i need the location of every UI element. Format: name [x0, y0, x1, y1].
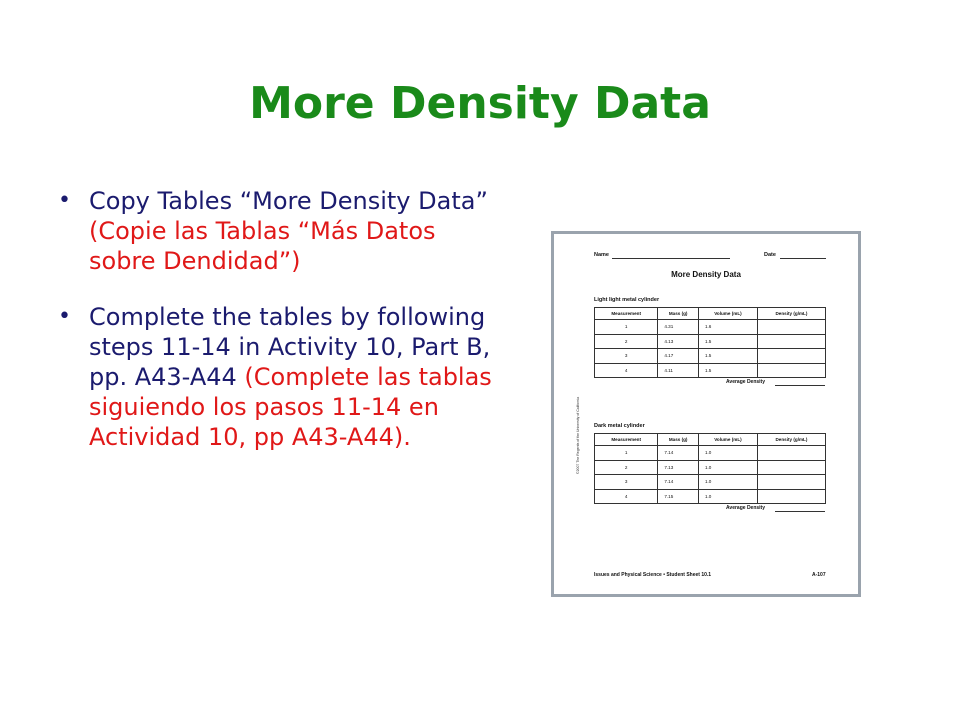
cell-density	[757, 320, 825, 335]
table2-caption: Dark metal cylinder	[594, 423, 645, 429]
name-label: Name	[594, 252, 609, 258]
average-density-label: Average Density	[726, 505, 765, 511]
cell-measurement: 1	[595, 446, 658, 461]
cell-density	[757, 363, 825, 378]
cell-measurement: 4	[595, 489, 658, 504]
cell-density	[757, 460, 825, 475]
table-row	[595, 446, 826, 461]
header-mass: Mass (g)	[658, 434, 699, 446]
table-header-row	[595, 434, 826, 446]
average-density-line	[775, 511, 825, 512]
student-sheet-image	[551, 231, 861, 597]
light-cylinder-table	[594, 307, 826, 378]
bullet-icon: •	[58, 188, 71, 213]
cell-density	[757, 475, 825, 490]
name-line	[612, 258, 730, 259]
header-mass: Mass (g)	[658, 308, 699, 320]
bullet-text-spanish: (Complete las tablas siguiendo los pasos 11-14 en Actividad 10, pp A43-A44).	[89, 363, 492, 451]
table-row	[595, 489, 826, 504]
slide-title: More Density Data	[249, 78, 711, 129]
cell-volume: 1.0	[698, 460, 757, 475]
bullet-text-spanish: (Copie las Tablas “Más Datos sobre Dendidad”)	[89, 217, 436, 275]
header-volume: Volume (mL)	[698, 308, 757, 320]
cell-measurement: 2	[595, 460, 658, 475]
bullet-text-english: Copy Tables “More Density Data”	[89, 187, 488, 215]
sheet-title: More Density Data	[671, 270, 741, 279]
cell-volume: 1.5	[698, 363, 757, 378]
cell-mass: 7.14	[658, 446, 699, 461]
cell-measurement: 3	[595, 349, 658, 364]
table-row	[595, 475, 826, 490]
cell-density	[757, 489, 825, 504]
bullet-icon: •	[58, 304, 71, 329]
cell-volume: 1.0	[698, 475, 757, 490]
bullet-list	[58, 186, 508, 478]
cell-volume: 1.0	[698, 489, 757, 504]
table-row	[595, 334, 826, 349]
average-density-label: Average Density	[726, 379, 765, 385]
average-density-line	[775, 385, 825, 386]
cell-mass: 4.13	[658, 334, 699, 349]
header-volume: Volume (mL)	[698, 434, 757, 446]
table-row	[595, 320, 826, 335]
footer-right: A-107	[812, 572, 826, 578]
cell-volume: 1.5	[698, 334, 757, 349]
cell-measurement: 3	[595, 475, 658, 490]
cell-mass: 7.14	[658, 475, 699, 490]
date-line	[780, 258, 826, 259]
cell-measurement: 1	[595, 320, 658, 335]
table-row	[595, 460, 826, 475]
table1-caption: Light light metal cylinder	[594, 297, 660, 303]
copyright-text: ©2007 The Regents of the University of California	[576, 396, 580, 474]
header-density: Density (g/mL)	[757, 308, 825, 320]
cell-volume: 1.5	[698, 349, 757, 364]
cell-volume: 1.6	[698, 320, 757, 335]
cell-density	[757, 349, 825, 364]
table-row	[595, 363, 826, 378]
dark-cylinder-table	[594, 433, 826, 504]
table-row	[595, 349, 826, 364]
cell-density	[757, 446, 825, 461]
bullet-text-english: Complete the tables by following steps 11-14 in Activity 10, Part B, pp. A43-A44	[89, 303, 491, 391]
cell-mass: 4.11	[658, 363, 699, 378]
cell-density	[757, 334, 825, 349]
cell-measurement: 4	[595, 363, 658, 378]
cell-volume: 1.0	[698, 446, 757, 461]
cell-mass: 7.15	[658, 489, 699, 504]
header-measurement: Measurement	[595, 308, 658, 320]
table-header-row	[595, 308, 826, 320]
cell-mass: 4.17	[658, 349, 699, 364]
header-measurement: Measurement	[595, 434, 658, 446]
cell-measurement: 2	[595, 334, 658, 349]
footer-left: Issues and Physical Science • Student Sheet 10.1	[594, 572, 712, 578]
bullet-item-complete-tables	[58, 302, 508, 452]
cell-mass: 4.31	[658, 320, 699, 335]
date-label: Date	[764, 252, 776, 258]
bullet-item-copy-tables	[58, 186, 508, 276]
cell-mass: 7.13	[658, 460, 699, 475]
header-density: Density (g/mL)	[757, 434, 825, 446]
